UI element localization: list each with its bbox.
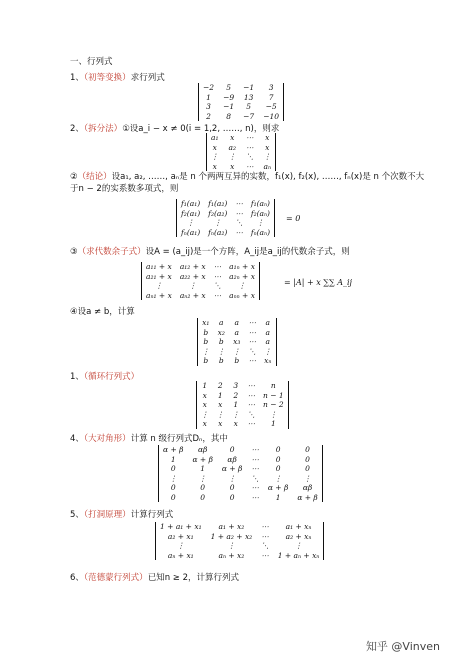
watermark: 知乎 @Vinven xyxy=(365,640,440,653)
m2-cell: ⋮ xyxy=(211,152,219,161)
item-1: 1、（初等变换）求行列式 xyxy=(70,73,165,83)
m7-cell: 0 xyxy=(275,445,281,454)
item-5: 5、（打洞原理）计算行列式 xyxy=(70,510,174,520)
m5-cell: a xyxy=(219,318,224,327)
m2-cell: ⋯ xyxy=(246,161,254,171)
matrix-5-grid xyxy=(198,318,276,366)
m5-cell: a xyxy=(234,318,239,327)
m4-cell: ⋮ xyxy=(188,281,197,290)
m8-cell: ⋯ xyxy=(261,522,269,531)
item-2-tag: （拆分法） xyxy=(83,124,123,134)
m1-cell: −10 xyxy=(263,111,280,121)
m6-cell: 3 xyxy=(233,381,239,390)
m5-cell: ⋮ xyxy=(217,346,225,356)
m7-cell: 0 xyxy=(275,464,281,473)
m7-cell: 1 xyxy=(170,454,176,464)
m7-cell: 1 xyxy=(275,492,281,502)
m1-cell: 13 xyxy=(243,92,254,102)
m7-cell: 1 xyxy=(200,464,206,473)
m8-cell: 1 + aₙ + xₙ xyxy=(277,550,320,560)
m5-cell: ⋯ xyxy=(248,318,256,327)
m1-cell: 7 xyxy=(268,92,274,102)
m7-cell: 0 xyxy=(305,464,310,473)
m3-cell: f₂(a₁) xyxy=(181,208,201,218)
m7-cell: αβ xyxy=(227,454,237,464)
m6-cell: 1 xyxy=(217,390,223,400)
m2-cell: x xyxy=(230,161,235,171)
m1-cell: 5 xyxy=(226,83,231,92)
m4-cell: a₂₁ + x xyxy=(146,271,172,281)
m8-cell: ⋯ xyxy=(261,531,269,541)
m2-cell: a₂ xyxy=(228,142,236,152)
m3-cell: fₙ(aₙ) xyxy=(250,227,270,237)
matrix-4-equation: = |A| + x ∑∑ A_ij xyxy=(284,278,353,287)
m2-cell: x xyxy=(265,142,270,152)
item-2b-line-1: ②（结论）设a₁, a₂, ……, aₙ是 n 个两两互异的实数，f₁(x), f₂(x), ……, fₙ(x)是 n 个次数不大 xyxy=(70,172,425,182)
m4-cell: ⋯ xyxy=(213,271,222,281)
m6-cell: x xyxy=(233,419,238,428)
m3-cell: fₙ(a₁) xyxy=(181,227,201,237)
m5-cell: a xyxy=(265,327,270,337)
m1-cell: 2 xyxy=(206,111,211,121)
m5-cell: ⋯ xyxy=(248,327,256,337)
m4-cell: ⋱ xyxy=(213,281,222,290)
m2-cell: a₁ xyxy=(211,133,219,142)
item-1-tag: （初等变换） xyxy=(83,73,131,83)
m7-cell: ⋯ xyxy=(251,445,259,454)
m8-cell: aₙ + x₂ xyxy=(218,550,245,560)
m1-cell: −5 xyxy=(265,102,277,111)
m3-cell: fₙ(a₂) xyxy=(208,227,228,237)
matrix-6 xyxy=(196,381,289,429)
m5-cell: xₙ xyxy=(264,356,272,365)
m4-cell: ⋯ xyxy=(213,262,222,271)
m5-cell: ⋯ xyxy=(248,337,256,346)
m7-cell: α + β xyxy=(297,492,318,502)
m7-cell: α + β xyxy=(192,454,213,464)
m1-cell: 8 xyxy=(226,111,231,121)
m7-cell: 0 xyxy=(170,492,176,502)
m6-cell: x xyxy=(218,400,223,409)
m7-cell: ⋯ xyxy=(251,454,259,464)
m5-cell: b xyxy=(218,356,224,365)
m6-cell: 2 xyxy=(233,390,239,400)
m8-cell: 1 + a₁ + x₁ xyxy=(160,522,202,531)
m2-cell: ⋯ xyxy=(246,133,254,142)
m7-cell: α + β xyxy=(163,445,184,454)
m6-cell: 1 xyxy=(202,381,208,390)
m6-cell: ⋮ xyxy=(269,409,278,419)
m4-cell: ⋮ xyxy=(155,281,163,290)
matrix-7-grid xyxy=(159,445,322,502)
matrix-4 xyxy=(141,262,260,300)
m5-cell: b xyxy=(234,356,240,365)
m3-cell: f₁(a₁) xyxy=(181,199,201,208)
m8-cell: 1 + a₂ + x₂ xyxy=(210,531,253,541)
m8-cell: ⋮ xyxy=(227,541,236,550)
item-2: 2、（拆分法）①设a_i − x ≠ 0(i = 1,2, ……, n)，则求 xyxy=(70,124,280,134)
m6-cell: x xyxy=(202,400,207,409)
m2-cell: ⋯ xyxy=(246,142,254,152)
m6-cell: ⋯ xyxy=(247,400,255,409)
m3-cell: ⋮ xyxy=(256,218,265,227)
m2-cell: ⋮ xyxy=(263,152,271,161)
m1-cell: −9 xyxy=(223,92,235,102)
item-3: 1、（循环行列式） xyxy=(70,372,140,382)
m6-cell: ⋱ xyxy=(247,409,255,419)
m5-cell: ⋱ xyxy=(248,346,256,356)
m4-cell: aₙ₁ + x xyxy=(146,290,172,300)
item-2b-line-2: 于n − 2的实系数多项式，则 xyxy=(70,184,179,194)
m6-cell: ⋯ xyxy=(247,419,255,428)
matrix-1-grid xyxy=(199,83,283,121)
section-heading: 一、行列式 xyxy=(70,57,113,67)
m3-cell: ⋮ xyxy=(213,218,222,227)
m5-cell: a xyxy=(265,318,270,327)
item-2d: ④设a ≠ b，计算 xyxy=(70,307,135,317)
m7-cell: ⋯ xyxy=(251,492,259,502)
m7-cell: ⋮ xyxy=(198,473,207,483)
m7-cell: ⋱ xyxy=(251,473,259,483)
item-4: 4、（大对角形）计算 n 级行列式Dₙ，其中 xyxy=(70,434,228,444)
m6-cell: x xyxy=(202,390,207,400)
m1-cell: −2 xyxy=(203,83,215,92)
m7-cell: 0 xyxy=(305,454,310,464)
m7-cell: ⋯ xyxy=(251,483,259,492)
m3-cell: f₁(a₂) xyxy=(208,199,228,208)
matrix-2 xyxy=(206,133,276,171)
m7-cell: 0 xyxy=(200,483,206,492)
m8-cell: a₁ + x₂ xyxy=(218,522,245,531)
m7-cell: 0 xyxy=(200,492,206,502)
m6-cell: n − 2 xyxy=(263,400,284,409)
item-2b-tag: （结论） xyxy=(77,172,112,182)
item-6: 6、（范德蒙行列式）已知n ≥ 2，计算行列式 xyxy=(70,573,240,583)
matrix-3 xyxy=(176,199,275,237)
m7-cell: 0 xyxy=(170,464,176,473)
m3-cell: f₂(a₂) xyxy=(208,208,228,218)
m7-cell: ⋯ xyxy=(251,464,259,473)
m3-cell: ⋯ xyxy=(235,199,243,208)
m6-cell: n − 1 xyxy=(263,390,284,400)
m7-cell: ⋮ xyxy=(228,473,236,483)
m3-cell: ⋯ xyxy=(235,208,243,218)
m1-cell: −7 xyxy=(243,111,255,121)
m6-cell: 2 xyxy=(217,381,223,390)
m2-cell: x xyxy=(230,133,235,142)
m8-cell: aₙ + x₁ xyxy=(167,550,194,560)
m4-cell: a₂ₙ + x xyxy=(229,271,255,281)
m5-cell: ⋯ xyxy=(248,356,256,365)
m7-cell: 0 xyxy=(170,483,176,492)
m6-cell: x xyxy=(202,419,207,428)
m8-cell: a₂ + x₁ xyxy=(167,531,194,541)
m5-cell: b xyxy=(203,337,209,346)
matrix-7 xyxy=(158,445,323,502)
m1-cell: −1 xyxy=(243,83,255,92)
m5-cell: b xyxy=(203,327,209,337)
m4-cell: aₙ₂ + x xyxy=(179,290,206,300)
m4-cell: aₙₙ + x xyxy=(229,290,255,300)
m6-cell: ⋮ xyxy=(201,409,209,419)
item-4-tag: （大对角形） xyxy=(83,434,131,444)
m6-cell: ⋯ xyxy=(247,390,255,400)
m7-cell: 0 xyxy=(275,454,281,464)
m5-cell: x₂ xyxy=(217,327,225,337)
matrix-2-grid xyxy=(207,133,275,171)
m5-cell: a xyxy=(234,327,239,337)
matrix-3-equation: = 0 xyxy=(286,214,301,223)
m3-cell: ⋱ xyxy=(235,218,243,227)
item-5-tag: （打洞原理） xyxy=(83,510,131,520)
matrix-6-grid xyxy=(197,381,288,429)
m3-cell: f₂(aₙ) xyxy=(250,208,270,218)
m7-cell: ⋮ xyxy=(303,473,312,483)
m7-cell: αβ xyxy=(197,445,208,454)
m1-cell: 1 xyxy=(206,92,211,102)
m4-cell: ⋯ xyxy=(213,290,222,300)
m8-cell: ⋮ xyxy=(177,541,185,550)
m8-cell: ⋮ xyxy=(294,541,303,550)
m6-cell: x xyxy=(218,419,223,428)
m5-cell: ⋮ xyxy=(264,346,272,356)
m2-cell: aₙ xyxy=(263,161,272,171)
m2-cell: ⋮ xyxy=(228,152,236,161)
item-2c: ③（求代数余子式）设A = (a_ij)是一个方阵，A_ij是a_ij的代数余子式，则 xyxy=(70,247,350,257)
m6-cell: ⋮ xyxy=(232,409,240,419)
m3-cell: ⋮ xyxy=(186,218,195,227)
item-6-tag: （范德蒙行列式） xyxy=(83,573,148,583)
m2-cell: x xyxy=(212,142,217,152)
m8-cell: a₁ + xₙ xyxy=(285,522,312,531)
m7-cell: ⋮ xyxy=(169,473,177,483)
m2-cell: x xyxy=(265,133,270,142)
m7-cell: α + β xyxy=(221,464,243,473)
m1-cell: −1 xyxy=(223,102,235,111)
m7-cell: αβ xyxy=(302,483,313,492)
m1-cell: 3 xyxy=(268,83,274,92)
m7-cell: 0 xyxy=(229,483,235,492)
matrix-4-grid xyxy=(142,262,259,300)
m7-cell: α + β xyxy=(267,483,289,492)
matrix-8-grid xyxy=(156,522,323,560)
m1-cell: 3 xyxy=(206,102,211,111)
m8-cell: a₂ + xₙ xyxy=(285,531,312,541)
m6-cell: ⋮ xyxy=(216,409,224,419)
m6-cell: 1 xyxy=(233,400,239,409)
m8-cell: ⋱ xyxy=(261,541,269,550)
m4-cell: a₁ₙ + x xyxy=(229,262,255,271)
m4-cell: a₁₂ + x xyxy=(179,262,206,271)
matrix-3-grid xyxy=(177,199,274,237)
matrix-1 xyxy=(198,83,284,121)
m2-cell: ⋱ xyxy=(246,152,254,161)
m5-cell: b xyxy=(203,356,209,365)
m5-cell: ⋮ xyxy=(233,346,241,356)
m7-cell: 0 xyxy=(305,445,310,454)
matrix-8 xyxy=(155,522,324,560)
m5-cell: b xyxy=(218,337,224,346)
m2-cell: x xyxy=(212,161,217,171)
m3-cell: ⋯ xyxy=(235,227,243,237)
m3-cell: f₁(aₙ) xyxy=(250,199,270,208)
item-3-tag: （循环行列式） xyxy=(83,372,140,382)
m4-cell: a₁₁ + x xyxy=(146,262,172,271)
m7-cell: 0 xyxy=(229,445,235,454)
m4-cell: ⋮ xyxy=(238,281,246,290)
matrix-5 xyxy=(197,318,277,366)
m5-cell: a xyxy=(265,337,270,346)
item-2c-tag: （求代数余子式） xyxy=(77,247,146,257)
m5-cell: ⋮ xyxy=(202,346,210,356)
m5-cell: x₁ xyxy=(202,318,210,327)
m1-cell: 5 xyxy=(246,102,252,111)
m6-cell: ⋯ xyxy=(247,381,255,390)
m7-cell: 0 xyxy=(229,492,235,502)
m6-cell: n xyxy=(270,381,276,390)
m4-cell: a₂₂ + x xyxy=(179,271,206,281)
m7-cell: ⋮ xyxy=(274,473,282,483)
m6-cell: 1 xyxy=(270,419,276,428)
m5-cell: x₃ xyxy=(233,337,241,346)
m8-cell: ⋯ xyxy=(261,550,269,560)
